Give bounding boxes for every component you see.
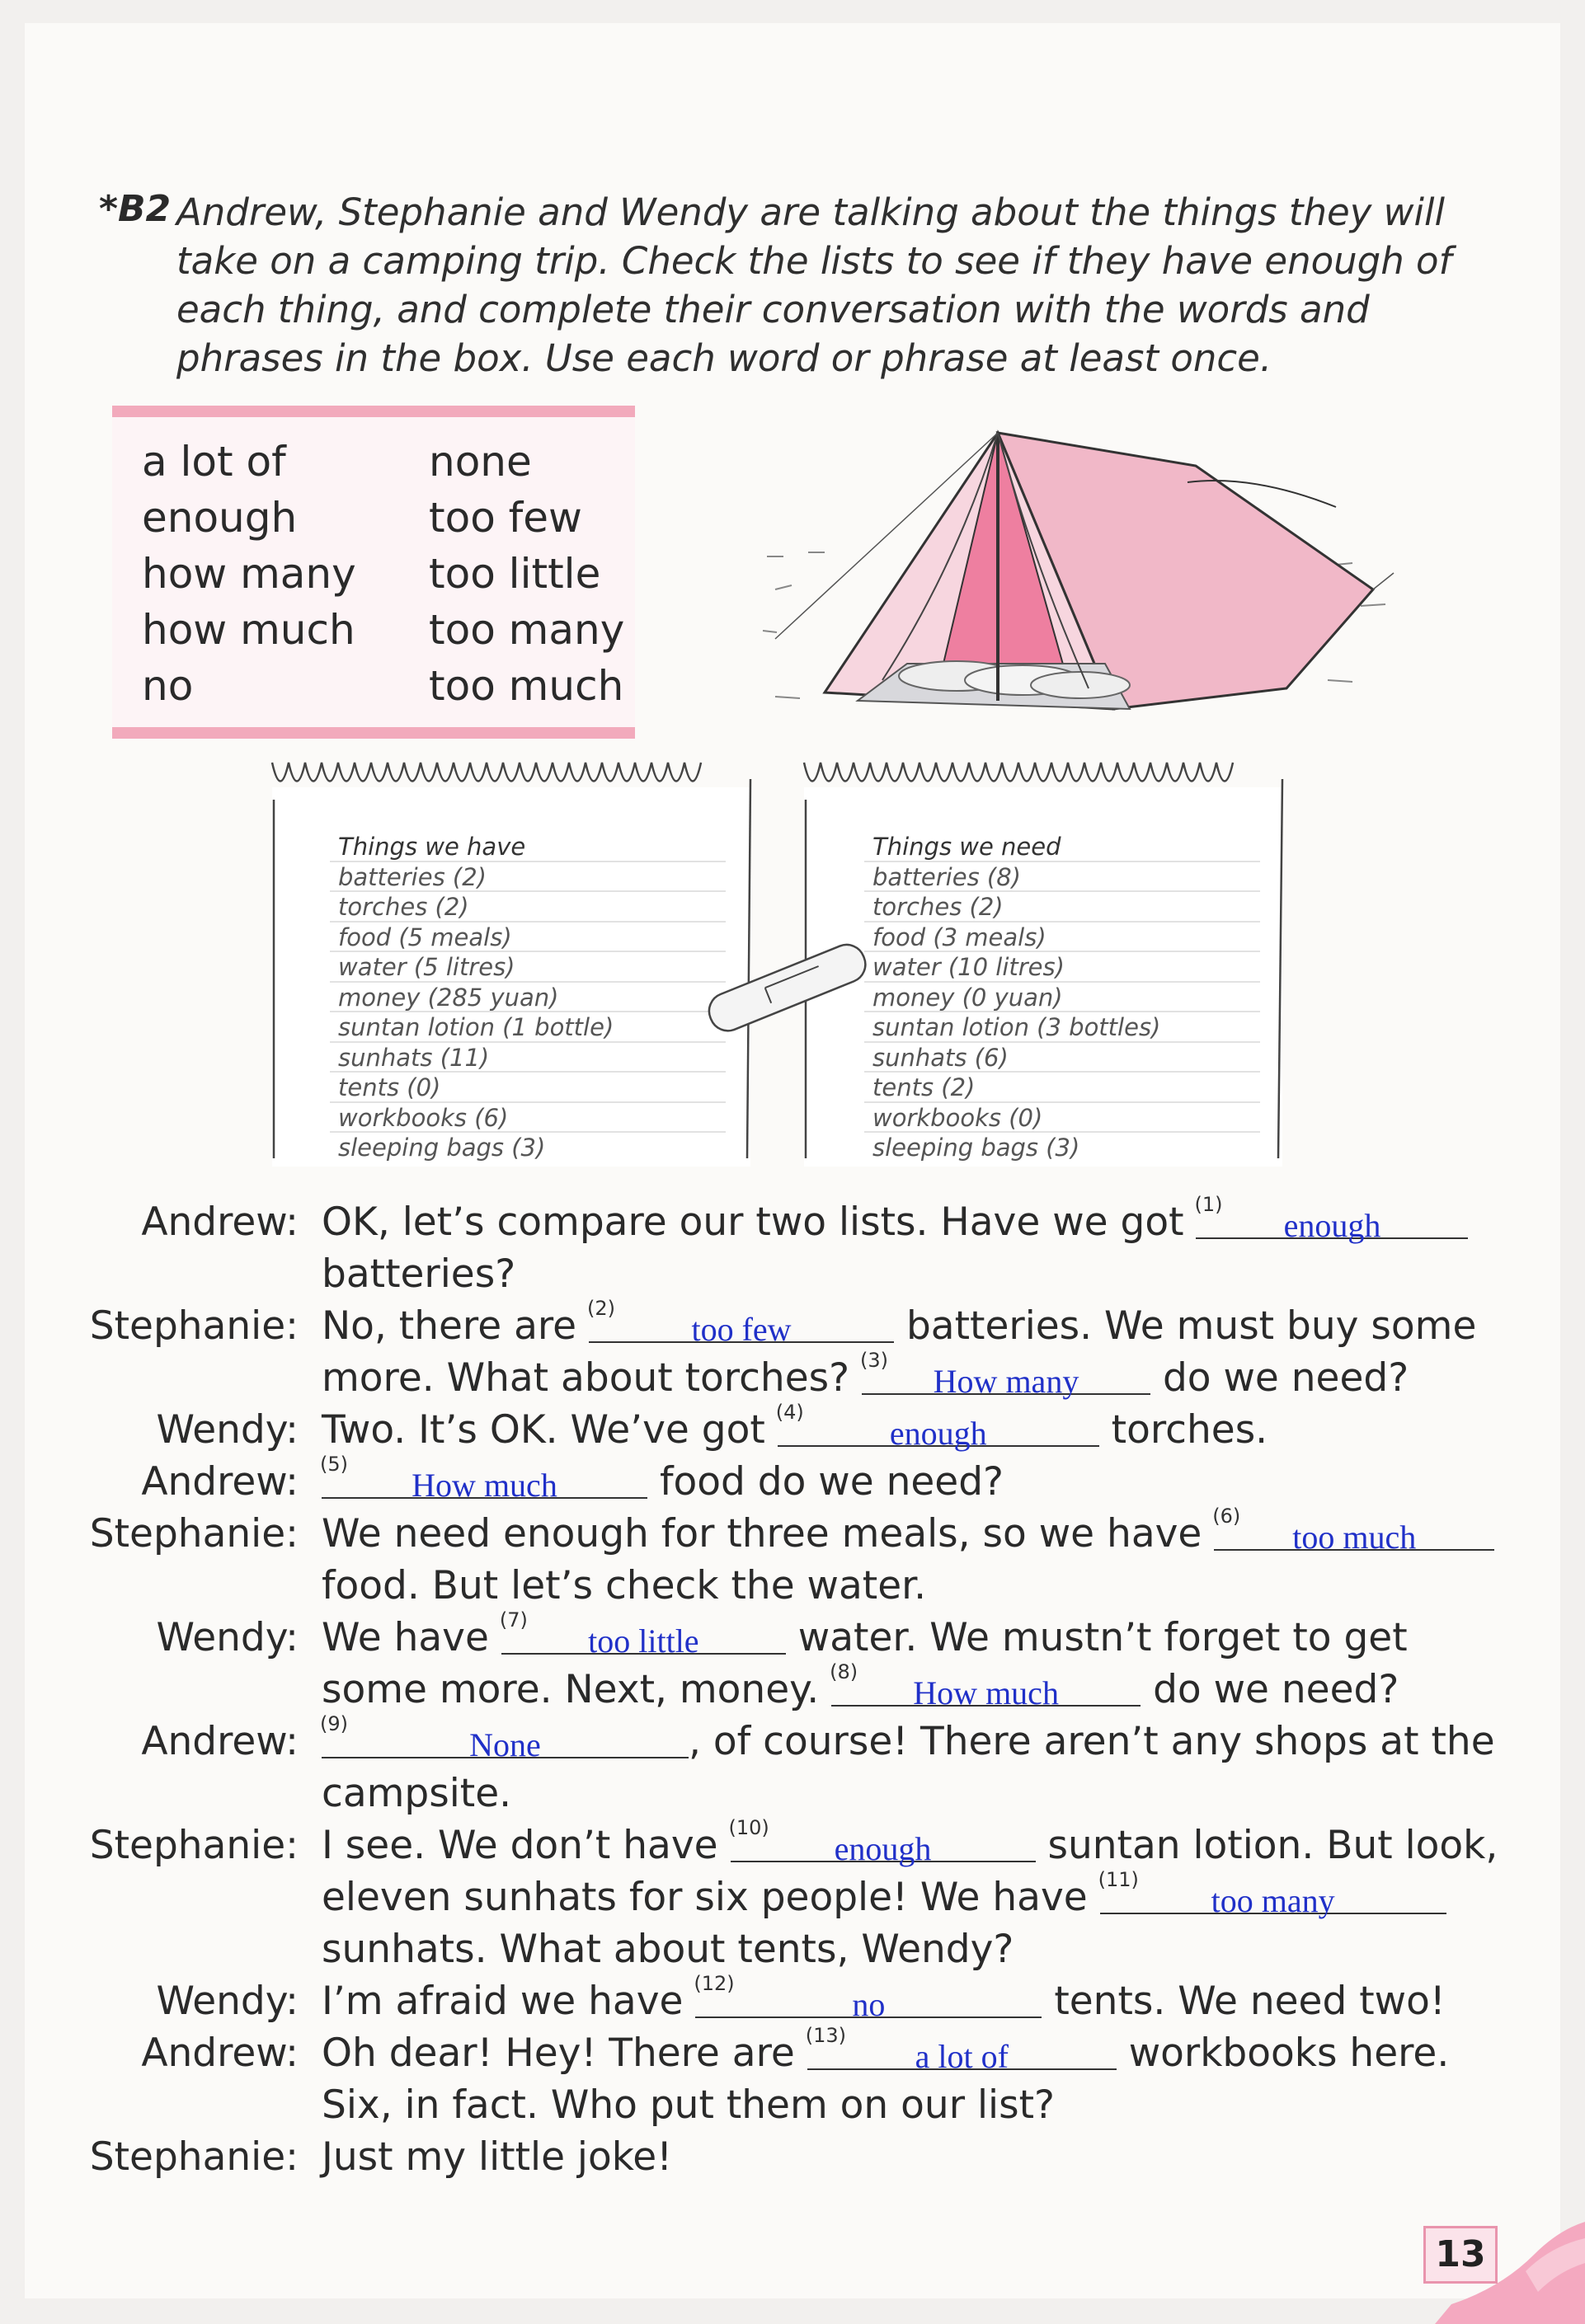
list-item: workbooks (6): [338, 1103, 509, 1132]
line-text: food do we need?: [647, 1459, 1004, 1505]
blank-number: (11): [1098, 1868, 1139, 1891]
blank-number: (7): [499, 1608, 528, 1631]
speaker-stephanie: Stephanie:: [89, 1303, 299, 1349]
line-text: more. What about torches?: [322, 1355, 862, 1401]
blank-2[interactable]: [587, 1297, 894, 1348]
word-box-item: enough: [142, 494, 298, 542]
line-text: do we need?: [1150, 1355, 1409, 1401]
dialogue-line: [0, 1297, 1585, 1355]
blank-number: (2): [587, 1297, 616, 1320]
line-text: Just my little joke!: [322, 2134, 673, 2180]
list-item: water (10 litres): [872, 953, 1065, 981]
blank-number: (12): [694, 1972, 735, 1995]
blank-3[interactable]: [860, 1349, 1150, 1400]
word-box-left-column: [142, 434, 356, 714]
list-item: workbooks (0): [872, 1103, 1043, 1132]
dialogue-line: [0, 2082, 1585, 2134]
speaker-andrew: Andrew:: [141, 1200, 299, 1245]
list-item: food (5 meals): [338, 923, 512, 951]
line-text: sunhats. What about tents, Wendy?: [322, 1927, 1014, 1972]
word-box: [112, 406, 635, 739]
list-item: sleeping bags (3): [338, 1134, 546, 1162]
blank-10[interactable]: [728, 1816, 1036, 1867]
speaker-andrew: Andrew:: [141, 1459, 299, 1505]
blank-number: (13): [805, 2024, 847, 2047]
dialogue-line: [0, 1927, 1585, 1979]
answer-text: enough: [889, 1415, 987, 1452]
blank-number: (6): [1212, 1505, 1241, 1528]
line-text: workbooks here.: [1116, 2031, 1450, 2076]
line-text: I’m afraid we have: [322, 1979, 696, 2024]
answer-text: too many: [1211, 1882, 1335, 1919]
dialogue-line: [0, 1563, 1585, 1615]
list-item: suntan lotion (3 bottles): [872, 1013, 1161, 1041]
word-box-item: no: [142, 662, 194, 710]
line-text: No, there are: [322, 1303, 590, 1349]
dialogue-line: [0, 1505, 1585, 1563]
list-item: money (0 yuan): [872, 983, 1063, 1012]
dialogue-line: [0, 1401, 1585, 1459]
list-item: sunhats (11): [338, 1043, 490, 1072]
blank-number: (3): [860, 1349, 888, 1372]
blank-number: (1): [1194, 1193, 1223, 1216]
answer-text: How much: [412, 1467, 557, 1504]
word-box-item: too much: [429, 662, 624, 710]
line-text: batteries. We must buy some: [894, 1303, 1477, 1349]
line-text: I see. We don’t have: [322, 1823, 731, 1868]
dialogue-line: [0, 1251, 1585, 1303]
exercise-instructions: Andrew, Stephanie and Wendy are talking about the things they will take on a camping trip. Check the lists to see if they have enough of each thing, and complete their conversation with the words and phrases in the box. Use each word or phrase at least once.: [176, 190, 1452, 380]
exercise-label: *B2: [99, 188, 172, 230]
page-number: 13: [1423, 2226, 1498, 2284]
blank-5[interactable]: [320, 1453, 647, 1504]
answer-text: enough: [1283, 1207, 1381, 1244]
speaker-stephanie: Stephanie:: [89, 1823, 299, 1868]
line-text: Oh dear! Hey! There are: [322, 2031, 807, 2076]
dialogue-line: [0, 1453, 1585, 1511]
word-box-item: too few: [429, 494, 582, 542]
dialogue-line: [0, 1193, 1585, 1251]
line-text: torches.: [1098, 1407, 1268, 1453]
line-text: batteries?: [322, 1251, 516, 1297]
speaker-andrew: Andrew:: [141, 1719, 299, 1764]
speaker-wendy: Wendy:: [156, 1407, 299, 1453]
speaker-wendy: Wendy:: [156, 1615, 299, 1660]
dialogue-line: [0, 2134, 1585, 2186]
blank-1[interactable]: [1194, 1193, 1468, 1244]
list-item: suntan lotion (1 bottle): [338, 1013, 614, 1041]
line-text: food. But let’s check the water.: [322, 1563, 927, 1608]
dialogue-line: [0, 1771, 1585, 1823]
dialogue-line: [0, 1349, 1585, 1407]
list-title: Things we have: [338, 833, 526, 861]
line-text: , of course! There aren’t any shops at the: [689, 1719, 1495, 1764]
word-box-right-column: [429, 434, 624, 714]
answer-text: no: [852, 1986, 886, 2023]
word-box-item: none: [429, 438, 532, 486]
speaker-stephanie: Stephanie:: [89, 1511, 299, 1556]
list-things-we-need: [872, 832, 1160, 1163]
list-item: batteries (2): [338, 862, 487, 891]
dialogue-line: [0, 1868, 1585, 1927]
dialogue-line: [0, 1660, 1585, 1719]
list-item: batteries (8): [872, 862, 1021, 891]
list-item: tents (0): [338, 1073, 441, 1101]
word-box-item: a lot of: [142, 438, 286, 486]
blank-number: (9): [320, 1712, 348, 1735]
answer-text: too little: [588, 1622, 699, 1660]
blank-4[interactable]: [775, 1401, 1099, 1452]
word-box-item: how much: [142, 606, 355, 654]
line-text: water. We mustn’t forget to get: [785, 1615, 1408, 1660]
list-title: Things we need: [872, 833, 1061, 861]
dialogue-line: [0, 1816, 1585, 1875]
line-text: eleven sunhats for six people! We have: [322, 1875, 1100, 1920]
line-text: some more. Next, money.: [322, 1667, 832, 1712]
blank-9[interactable]: [320, 1712, 689, 1763]
list-item: water (5 litres): [338, 953, 515, 981]
answer-text: enough: [834, 1830, 932, 1867]
blank-12[interactable]: [694, 1972, 1042, 2023]
blank-number: (10): [728, 1816, 769, 1839]
answer-text: too much: [1292, 1519, 1417, 1556]
answer-text: None: [469, 1726, 541, 1763]
answer-text: How much: [913, 1674, 1059, 1711]
blank-number: (5): [320, 1453, 348, 1476]
blank-11[interactable]: [1098, 1868, 1446, 1919]
blank-7[interactable]: [499, 1608, 786, 1660]
line-text: Two. It’s OK. We’ve got: [322, 1407, 778, 1453]
answer-text: a lot of: [915, 2038, 1009, 2075]
list-item: tents (2): [872, 1073, 976, 1101]
blank-number: (4): [775, 1401, 804, 1424]
answer-text: too few: [691, 1311, 792, 1348]
line-text: Six, in fact. Who put them on our list?: [322, 2082, 1055, 2128]
line-text: OK, let’s compare our two lists. Have we got: [322, 1200, 1197, 1245]
line-text: do we need?: [1141, 1667, 1399, 1712]
speaker-andrew: Andrew:: [141, 2031, 299, 2076]
line-text: tents. We need two!: [1042, 1979, 1446, 2024]
line-text: We have: [322, 1615, 501, 1660]
dialogue-line: [0, 1712, 1585, 1771]
list-item: torches (2): [872, 893, 1004, 921]
answer-text: How many: [933, 1363, 1079, 1400]
list-things-we-have: [338, 832, 614, 1163]
list-item: food (3 meals): [872, 923, 1046, 951]
line-text: campsite.: [322, 1771, 512, 1816]
word-box-item: too little: [429, 550, 601, 598]
dialogue-line: [0, 1608, 1585, 1667]
dialogue-line: [0, 2024, 1585, 2082]
speaker-wendy: Wendy:: [156, 1979, 299, 2024]
list-item: money (285 yuan): [338, 983, 559, 1012]
dialogue-line: [0, 1972, 1585, 2031]
blank-8[interactable]: [830, 1660, 1141, 1711]
blank-number: (8): [830, 1660, 858, 1683]
tent-illustration: [759, 416, 1402, 725]
word-box-item: how many: [142, 550, 356, 598]
blank-6[interactable]: [1212, 1505, 1494, 1556]
list-item: torches (2): [338, 893, 469, 921]
list-item: sleeping bags (3): [872, 1134, 1080, 1162]
speaker-stephanie: Stephanie:: [89, 2134, 299, 2180]
line-text: suntan lotion. But look,: [1035, 1823, 1498, 1868]
list-item: sunhats (6): [872, 1043, 1009, 1072]
line-text: We need enough for three meals, so we have: [322, 1511, 1215, 1556]
blank-13[interactable]: [805, 2024, 1117, 2075]
word-box-item: too many: [429, 606, 625, 654]
